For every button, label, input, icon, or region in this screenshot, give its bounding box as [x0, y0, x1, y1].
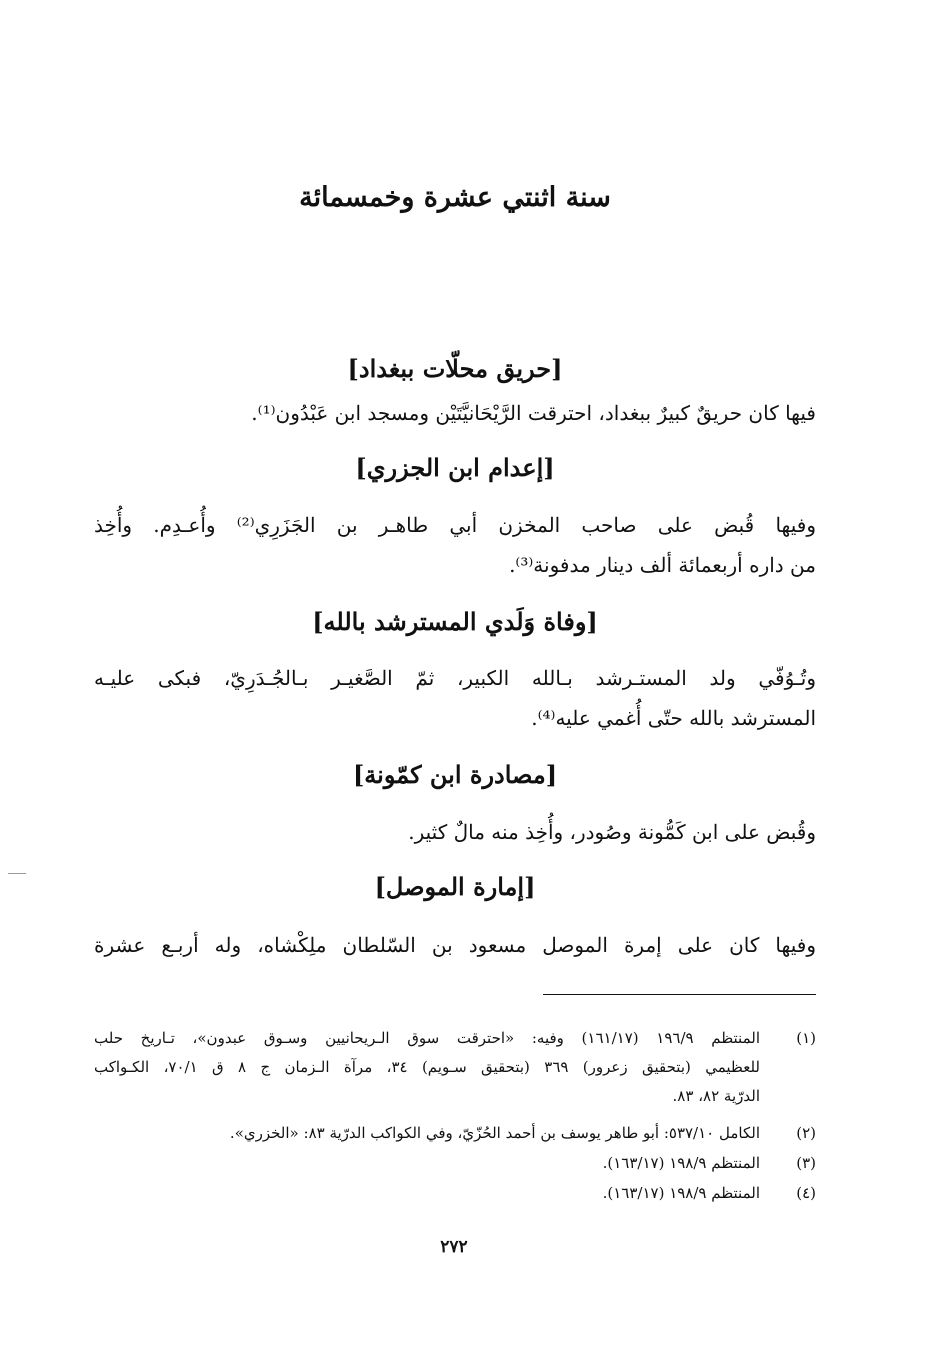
margin-mark: [8, 873, 26, 874]
footnote-line: الكامل ٥٣٧/١٠: أبو طاهر يوسف بن أحمد الحُزّيّ، وفي الكواكب الدرّية ٨٣: «الخزري».: [229, 1124, 760, 1142]
footnote-line: المنتظم ١٩٨/٩ (١٦٣/١٧).: [602, 1154, 760, 1172]
chapter-title: سنة اثنتي عشرة وخمسمائة: [299, 182, 611, 213]
section-heading-fire: [حريق محلّات ببغداد]: [347, 354, 563, 383]
footnote-4: [94, 1179, 816, 1208]
section-heading-death: [وفاة وَلَدي المسترشد بالله]: [312, 607, 598, 636]
section-heading-confiscation: [مصادرة ابن كمّونة]: [352, 760, 558, 789]
footnote-line: الدرّية ٨٢، ٨٣.: [672, 1087, 760, 1105]
page-number: ٢٧٢: [440, 1237, 468, 1257]
footnote-divider: [543, 994, 816, 995]
footnote-3: [94, 1149, 816, 1178]
paragraph-line: وفيها قُبض على صاحب المخزن أبي طاهـر بن الجَزَرِي⁽²⁾ وأُعـدِم. وأُخِذ: [94, 513, 817, 537]
footnote-number: (١): [796, 1029, 816, 1047]
section-heading-execution: [إعدام ابن الجزري]: [355, 453, 555, 482]
paragraph-line: وفيها كان على إمرة الموصل مسعود بن السّلطان ملِكْشاه، وله أربـع عشرة: [94, 933, 816, 957]
footnote-number: (٢): [796, 1124, 816, 1142]
footnote-line: المنتظم ١٩٦/٩ (١٦١/١٧) وفيه: «احترقت سوق الـريحانيين وسـوق عبدون»، تـاريخ حلب: [94, 1029, 760, 1047]
footnote-number: (٣): [796, 1154, 816, 1172]
paragraph-line: وقُبض على ابن كَمُّونة وصُودر، وأُخِذ منه مالٌ كثير.: [408, 820, 816, 844]
footnote-line: للعظيمي (بتحقيق زعرور) ٣٦٩ (بتحقيق سـويم) ٣٤، مرآة الـزمان ج ٨ ق ٧٠/١، الكـواكب: [94, 1058, 760, 1076]
paragraph-line: المسترشد بالله حتّى أُغمي عليه⁽⁴⁾.: [531, 706, 816, 730]
section-heading-mosul: [إمارة الموصل]: [374, 872, 536, 901]
footnote-number: (٤): [796, 1184, 816, 1202]
paragraph-line: من داره أربعمائة ألف دينار مدفونة⁽³⁾.: [509, 553, 816, 577]
paragraph-line: وتُـوُفّي ولد المستـرشد بـالله الكبير، ثمّ الصَّغيـر بـالجُـدَرِيّ، فبكى عليـه: [94, 666, 816, 690]
paragraph-line: فيها كان حريقٌ كبيرٌ ببغداد، احترقت الرَّيْحَانيَّتَيْن ومسجد ابن عَبْدُون⁽¹⁾.: [251, 401, 816, 425]
footnote-line: المنتظم ١٩٨/٩ (١٦٣/١٧).: [602, 1184, 760, 1202]
footnote-2: [94, 1119, 816, 1148]
footnote-1: [94, 1024, 816, 1111]
